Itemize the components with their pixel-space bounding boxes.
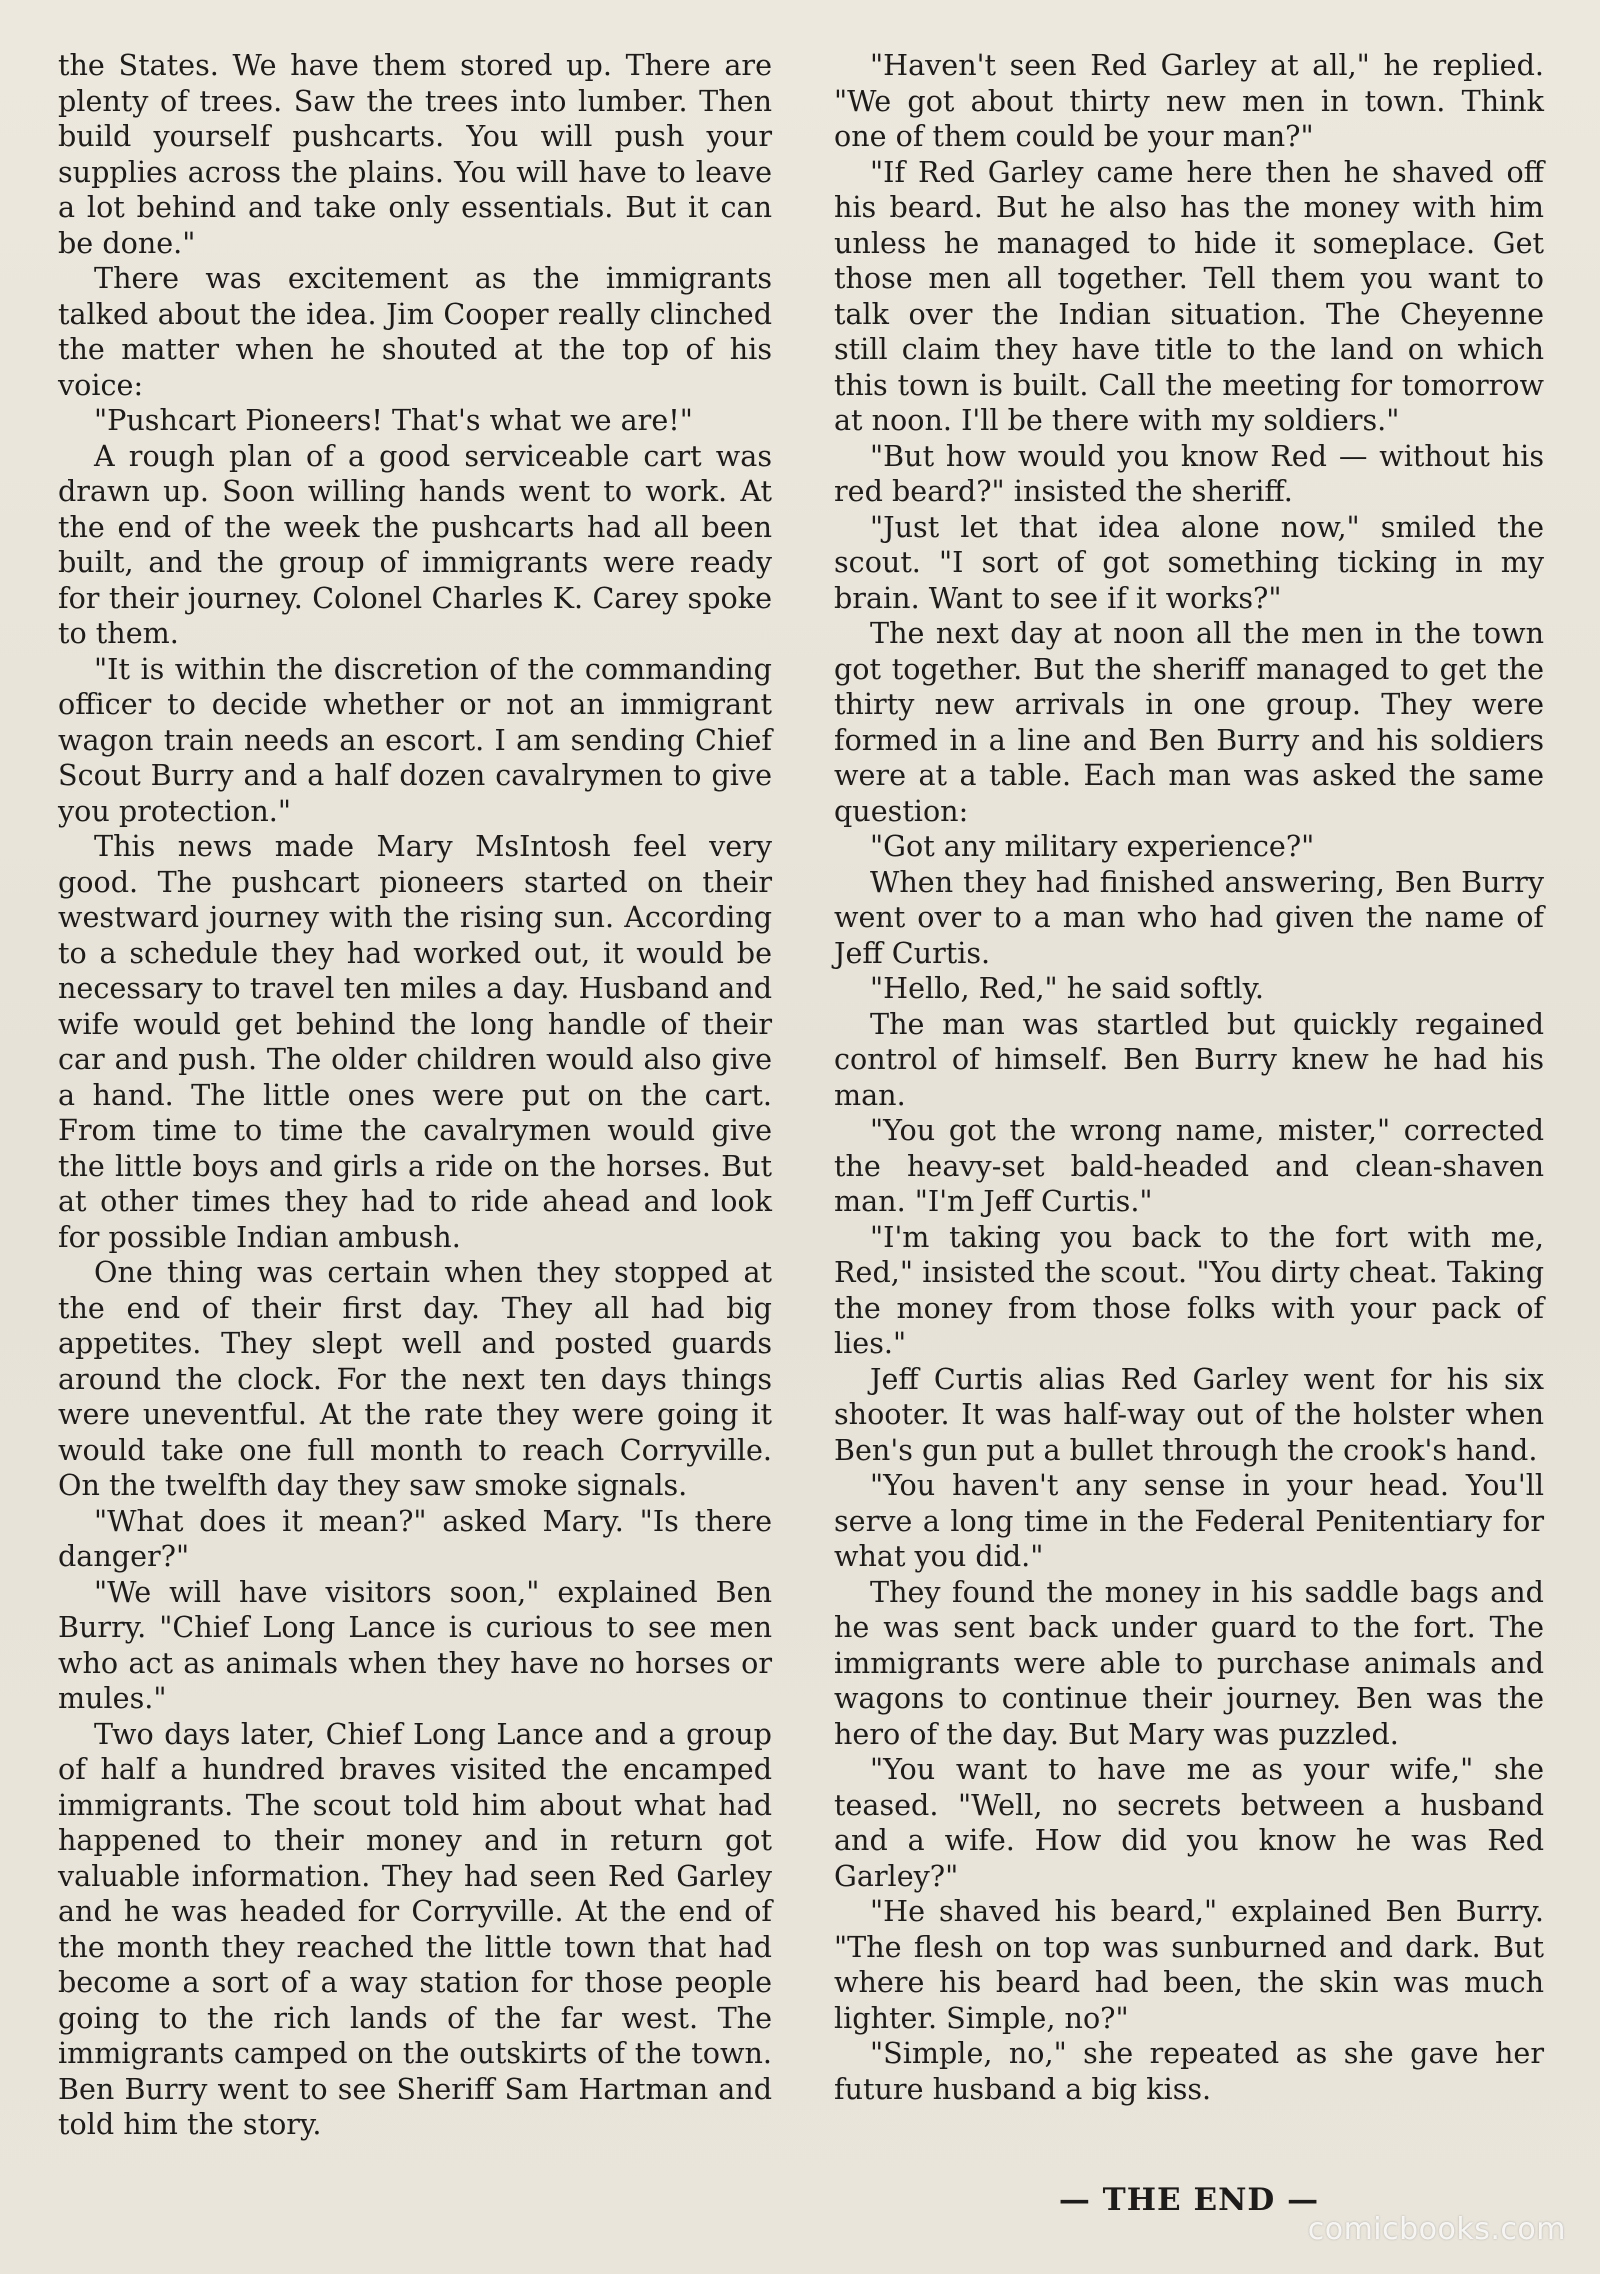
paragraph: "Haven't seen Red Garley at all," he replied. "We got about thirty new men in town. Think one of them could be your man?" (834, 48, 1544, 153)
paragraph: There was excitement as the immigrants talked about the idea. Jim Cooper really clinched the matter when he shouted at the top of his voice: (58, 261, 772, 402)
paragraph: They found the money in his saddle bags and he was sent back under guard to the fort. The immigrants were able to purchase animals and wagons to continue their journey. Ben was the hero of the day. But Mary was puzzled. (834, 1574, 1544, 1751)
paragraph: "I'm taking you back to the fort with me, Red," insisted the scout. "You dirty cheat. Taking the money from those folks with your pack of lies." (834, 1219, 1544, 1360)
paragraph: "It is within the discretion of the commanding officer to decide whether or not an immigrant wagon train needs an escort. I am sending Chief Scout Burry and a half dozen cavalrymen to give you protection." (58, 651, 772, 828)
paragraph: "You want to have me as your wife," she teased. "Well, no secrets between a husband and a wife. How did you know he was Red Garley?" (834, 1752, 1544, 1893)
paragraph: When they had finished answering, Ben Burry went over to a man who had given the name of Jeff Curtis. (834, 864, 1544, 970)
paragraph: One thing was certain when they stopped at the end of their first day. They all had big appetites. They slept well and posted guards around the clock. For the next ten days things were uneventful. At the rate they were going it would take one full month to reach Corryville. On the twelfth day they saw smoke signals. (58, 1255, 772, 1502)
paragraph: "Just let that idea alone now," smiled the scout. "I sort of got something ticking in my brain. Want to see if it works?" (834, 509, 1544, 615)
paragraph: The man was startled but quickly regained control of himself. Ben Burry knew he had his man. (834, 1006, 1544, 1112)
left-text-column (58, 48, 772, 2143)
paragraph: "He shaved his beard," explained Ben Burry. "The flesh on top was sunburned and dark. But where his beard had been, the skin was much lighter. Simple, no?" (834, 1894, 1544, 2035)
paragraph: the States. We have them stored up. There are plenty of trees. Saw the trees into lumber. Then build yourself pushcarts. You will push your supplies across the plains. You will have to leave a lot behind and take only essentials. But it can be done." (58, 48, 772, 260)
right-text-column (834, 48, 1544, 2107)
paragraph: "Simple, no," she repeated as she gave her future husband a big kiss. (834, 2036, 1544, 2106)
paragraph: "You got the wrong name, mister," corrected the heavy-set bald-headed and clean-shaven man. "I'm Jeff Curtis." (834, 1113, 1544, 1218)
paragraph: A rough plan of a good serviceable cart was drawn up. Soon willing hands went to work. At the end of the week the pushcarts had all been built, and the group of immigrants were ready for their journey. Colonel Charles K. Carey spoke to them. (58, 438, 772, 650)
paragraph: "If Red Garley came here then he shaved off his beard. But he also has the money with him unless he managed to hide it someplace. Get those men all together. Tell them you want to talk over the Indian situation. The Cheyenne still claim they have title to the land on which this town is built. Call the meeting for tomorrow at noon. I'll be there with my soldiers." (834, 154, 1544, 437)
the-end-mark: — THE END — (1058, 2182, 1320, 2218)
site-watermark: comicbooks.com (1307, 2212, 1566, 2247)
paragraph: "Hello, Red," he said softly. (870, 971, 1265, 1005)
paragraph: "You haven't any sense in your head. You'll serve a long time in the Federal Penitentiary for what you did." (834, 1468, 1544, 1573)
paragraph: Two days later, Chief Long Lance and a group of half a hundred braves visited the encamped immigrants. The scout told him about what had happened to their money and in return got valuable information. They had seen Red Garley and he was headed for Corryville. At the end of the month they reached the little town that had become a sort of a way station for those people going to the rich lands of the far west. The immigrants camped on the outskirts of the town. Ben Burry went to see Sheriff Sam Hartman and told him the story. (58, 1716, 772, 2141)
paragraph: "What does it mean?" asked Mary. "Is there danger?" (58, 1503, 772, 1573)
paragraph: "Got any military experience?" (870, 829, 1315, 863)
paragraph: "Pushcart Pioneers! That's what we are!" (94, 403, 693, 437)
paragraph: "But how would you know Red — without his red beard?" insisted the sheriff. (834, 438, 1544, 508)
paragraph: This news made Mary MsIntosh feel very good. The pushcart pioneers started on their westward journey with the rising sun. According to a schedule they had worked out, it would be necessary to travel ten miles a day. Husband and wife would get behind the long handle of their car and push. The older children would also give a hand. The little ones were put on the cart. From time to time the cavalrymen would give the little boys and girls a ride on the horses. But at other times they had to ride ahead and look for possible Indian ambush. (58, 829, 772, 1254)
paragraph: "We will have visitors soon," explained Ben Burry. "Chief Long Lance is curious to see men who act as animals when they have no horses or mules." (58, 1574, 772, 1715)
paragraph: Jeff Curtis alias Red Garley went for his six shooter. It was half-way out of the holster when Ben's gun put a bullet through the crook's hand. (834, 1361, 1544, 1467)
paragraph: The next day at noon all the men in the town got together. But the sheriff managed to get the thirty new arrivals in one group. They were formed in a line and Ben Burry and his soldiers were at a table. Each man was asked the same question: (834, 616, 1544, 828)
